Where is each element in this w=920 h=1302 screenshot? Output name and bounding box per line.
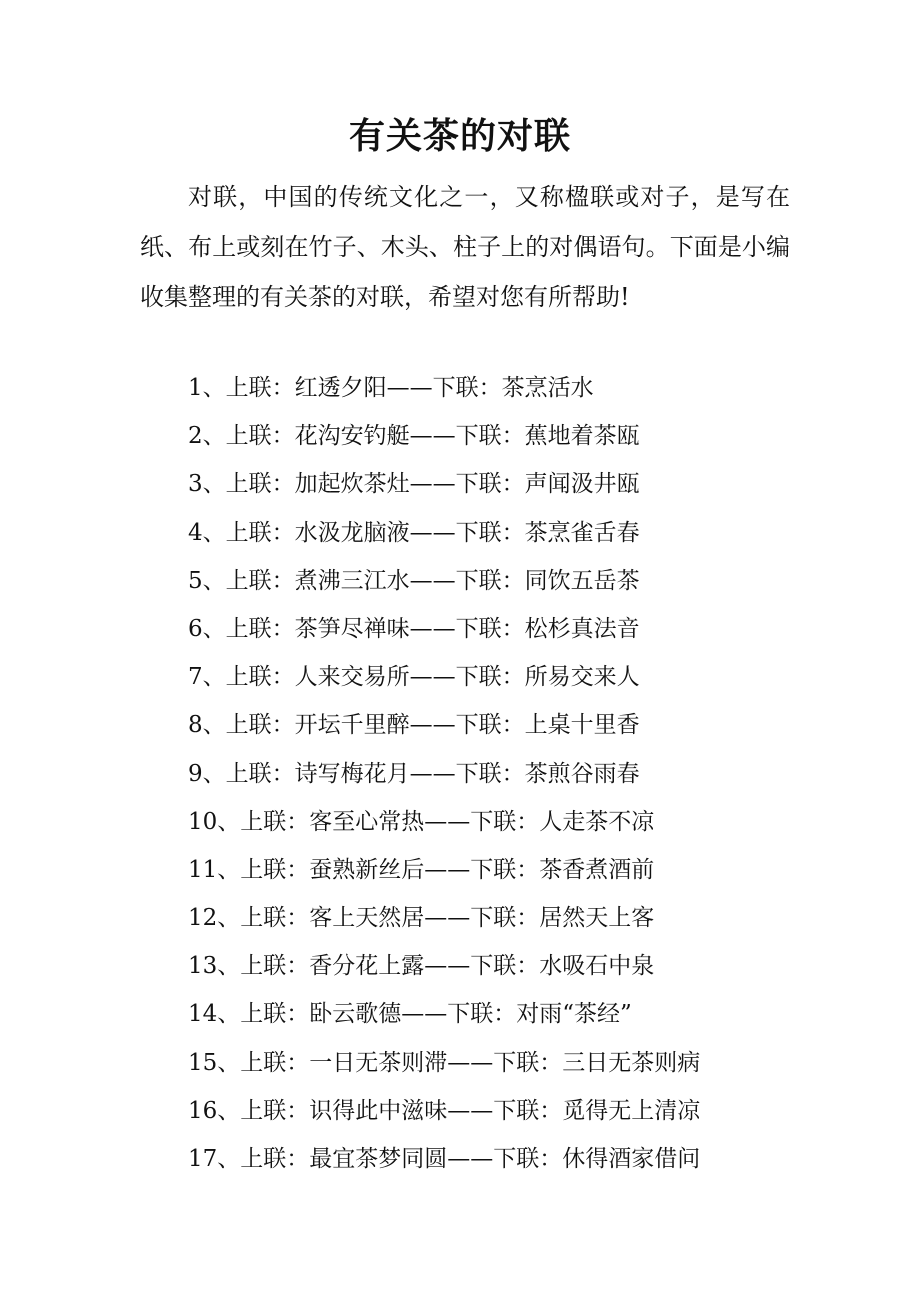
couplet-item: 1、上联：红透夕阳——下联：茶烹活水 bbox=[188, 375, 594, 401]
couplet-list bbox=[188, 364, 828, 1183]
couplet-item: 6、上联：茶笋尽禅味——下联：松杉真法音 bbox=[188, 615, 640, 642]
couplet-item: 13、上联：香分花上露——下联：水吸石中泉 bbox=[188, 953, 655, 980]
couplet-item: 12、上联：客上天然居——下联：居然天上客 bbox=[188, 905, 655, 932]
page-title: 有关茶的对联 bbox=[348, 115, 571, 157]
couplet-item: 3、上联：加起炊茶灶——下联：声闻汲井瓯 bbox=[188, 471, 640, 498]
couplet-item: 9、上联：诗写梅花月——下联：茶煎谷雨春 bbox=[188, 760, 640, 787]
couplet-item: 15、上联：一日无茶则滞——下联：三日无茶则病 bbox=[188, 1049, 701, 1076]
couplet-item: 14、上联：卧云歌德——下联：对雨“茶经” bbox=[188, 1001, 632, 1028]
couplet-item: 4、上联：水汲龙脑液——下联：茶烹雀舌春 bbox=[188, 519, 640, 546]
couplet-item: 8、上联：开坛千里醉——下联：上桌十里香 bbox=[188, 712, 640, 739]
couplet-item: 11、上联：蚕熟新丝后——下联：茶香煮酒前 bbox=[188, 856, 655, 883]
couplet-item: 2、上联：花沟安钓艇——下联：蕉地着茶瓯 bbox=[188, 423, 640, 450]
couplet-item: 17、上联：最宜茶梦同圆——下联：休得酒家借问 bbox=[188, 1146, 701, 1172]
couplet-item: 16、上联：识得此中滋味——下联：觅得无上清凉 bbox=[188, 1097, 701, 1124]
intro-paragraph: 对联，中国的传统文化之一，又称楹联或对子，是写在纸、布上或刻在竹子、木头、柱子上的对偶语句。下面是小编收集整理的有关茶的对联，希望对您有所帮助! bbox=[140, 183, 790, 311]
couplet-item: 5、上联：煮沸三江水——下联：同饮五岳茶 bbox=[188, 567, 640, 594]
couplet-item: 7、上联：人来交易所——下联：所易交来人 bbox=[188, 664, 640, 691]
couplet-item: 10、上联：客至心常热——下联：人走茶不凉 bbox=[188, 808, 655, 835]
